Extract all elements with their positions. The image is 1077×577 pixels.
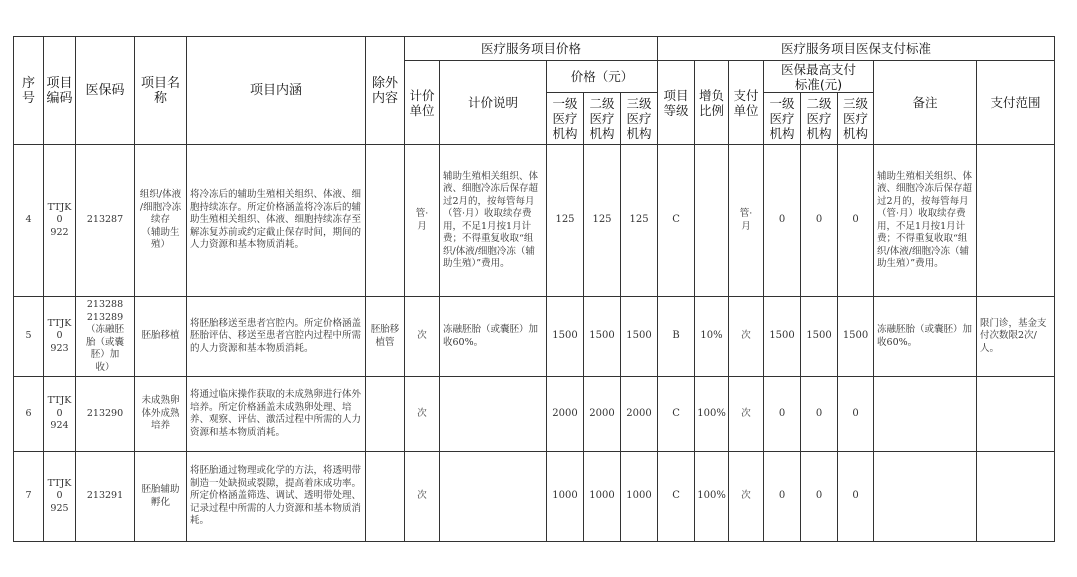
cell-pricing-note: [440, 377, 547, 452]
cell-price-level1: 2000: [547, 377, 584, 452]
header-price-yuan: 价格（元）: [547, 61, 658, 93]
cell-code: TTJK0 925: [44, 452, 76, 542]
cell-max-level2: 0: [801, 452, 838, 542]
cell-remark: [874, 377, 977, 452]
cell-pricing-unit: 管· 月: [405, 145, 440, 297]
cell-seq: 6: [14, 377, 44, 452]
cell-pricing-note: 冻融胚胎（或囊胚）加收60%。: [440, 297, 547, 377]
cell-price-level2: 1500: [584, 297, 621, 377]
cell-seq: 7: [14, 452, 44, 542]
header-content: 项目内涵: [187, 37, 366, 145]
cell-pay-scope: [977, 145, 1055, 297]
cell-pay-scope: [977, 377, 1055, 452]
cell-max-level1: 0: [764, 452, 801, 542]
cell-price-level2: 1000: [584, 452, 621, 542]
cell-excluded: [366, 145, 405, 297]
cell-price-level3: 125: [621, 145, 658, 297]
header-pay-unit: 支付 单位: [729, 61, 764, 145]
header-insurance-group: 医疗服务项目医保支付标准: [658, 37, 1055, 61]
cell-max-level3: 0: [838, 145, 874, 297]
header-remark: 备注: [874, 61, 977, 145]
cell-pay-scope: 限门诊，基金支付次数限2次/人。: [977, 297, 1055, 377]
cell-name: 未成熟卵 体外成熟 培养: [135, 377, 187, 452]
cell-remark: 辅助生殖相关组织、体液、细胞冷冻后保存超过2月的，按每管每月（管·月）收取续存费用，不足1月按1月计费；不得重复收取“组织/体液/细胞冷冻（辅助生殖）”费用。: [874, 145, 977, 297]
cell-pricing-unit: 次: [405, 377, 440, 452]
header-max-level3: 三级 医疗 机构: [838, 93, 874, 145]
cell-pay-unit: 次: [729, 452, 764, 542]
cell-seq: 4: [14, 145, 44, 297]
cell-pay-unit: 管· 月: [729, 145, 764, 297]
header-name: 项目名 称: [135, 37, 187, 145]
table-row: [14, 145, 1055, 297]
cell-code: TTJK0 922: [44, 145, 76, 297]
table-row: [14, 452, 1055, 542]
header-item-grade: 项目 等级: [658, 61, 695, 145]
header-max-level2: 二级 医疗 机构: [801, 93, 838, 145]
cell-max-level2: 0: [801, 145, 838, 297]
cell-remark: 冻融胚胎（或囊胚）加收60%。: [874, 297, 977, 377]
cell-name: 胚胎辅助 孵化: [135, 452, 187, 542]
header-copay-ratio: 增负 比例: [695, 61, 729, 145]
cell-pay-unit: 次: [729, 377, 764, 452]
cell-price-level2: 2000: [584, 377, 621, 452]
header-pay-scope: 支付范围: [977, 61, 1055, 145]
cell-name: 组织/体液 /细胞冷冻 续存 （辅助生 殖）: [135, 145, 187, 297]
cell-content: 将胚胎移送至患者宫腔内。所定价格涵盖胚胎评估、移送至患者宫腔内过程中所需的人力资源和基本物质消耗。: [187, 297, 366, 377]
cell-excluded: [366, 377, 405, 452]
header-pricing-note: 计价说明: [440, 61, 547, 145]
cell-copay-ratio: 100%: [695, 377, 729, 452]
header-seq: 序 号: [14, 37, 44, 145]
cell-max-level1: 0: [764, 377, 801, 452]
cell-copay-ratio: 100%: [695, 452, 729, 542]
cell-content: 将冷冻后的辅助生殖相关组织、体液、细胞持续冻存。所定价格涵盖将冷冻后的辅助生殖相关组织、体液、细胞持续冻存至解冻复苏前或约定截止保存时间，期间的人力资源和基本物质消耗。: [187, 145, 366, 297]
header-code: 项目 编码: [44, 37, 76, 145]
pricing-table: [13, 36, 1055, 542]
cell-price-level1: 1000: [547, 452, 584, 542]
cell-code: TTJK0 924: [44, 377, 76, 452]
cell-max-level3: 0: [838, 452, 874, 542]
cell-max-level1: 1500: [764, 297, 801, 377]
cell-pay-unit: 次: [729, 297, 764, 377]
cell-seq: 5: [14, 297, 44, 377]
cell-pricing-note: [440, 452, 547, 542]
cell-pricing-unit: 次: [405, 452, 440, 542]
header-insurance-code: 医保码: [76, 37, 135, 145]
cell-price-level3: 2000: [621, 377, 658, 452]
header-price-level3: 三级 医疗 机构: [621, 93, 658, 145]
header-max-level1: 一级 医疗 机构: [764, 93, 801, 145]
cell-item-grade: C: [658, 145, 695, 297]
cell-item-grade: C: [658, 377, 695, 452]
cell-max-level3: 1500: [838, 297, 874, 377]
header-excluded: 除外 内容: [366, 37, 405, 145]
header-pricing-unit: 计价 单位: [405, 61, 440, 145]
cell-remark: [874, 452, 977, 542]
table-row: [14, 297, 1055, 377]
header-price-level1: 一级 医疗 机构: [547, 93, 584, 145]
cell-price-level1: 1500: [547, 297, 584, 377]
cell-pay-scope: [977, 452, 1055, 542]
cell-price-level3: 1000: [621, 452, 658, 542]
cell-insurance-code: 213287: [76, 145, 135, 297]
cell-content: 将胚胎通过物理或化学的方法，将透明带制造一处缺损或裂隙，提高着床成功率。所定价格涵盖筛选、调试、透明带处理、记录过程中所需的人力资源和基本物质消耗。: [187, 452, 366, 542]
header-price-group: 医疗服务项目价格: [405, 37, 658, 61]
cell-excluded: [366, 452, 405, 542]
cell-price-level1: 125: [547, 145, 584, 297]
cell-copay-ratio: [695, 145, 729, 297]
cell-max-level2: 0: [801, 377, 838, 452]
cell-content: 将通过临床操作获取的未成熟卵进行体外培养。所定价格涵盖未成熟卵处理、培养、观察、评估、激活过程中所需的人力资源和基本物质消耗。: [187, 377, 366, 452]
cell-pricing-note: 辅助生殖相关组织、体液、细胞冷冻后保存超过2月的，按每管每月（管·月）收取续存费用，不足1月按1月计费；不得重复收取“组织/体液/细胞冷冻（辅助生殖）”费用。: [440, 145, 547, 297]
table-row: [14, 377, 1055, 452]
cell-item-grade: B: [658, 297, 695, 377]
cell-copay-ratio: 10%: [695, 297, 729, 377]
cell-max-level1: 0: [764, 145, 801, 297]
cell-max-level2: 1500: [801, 297, 838, 377]
header-price-level2: 二级 医疗 机构: [584, 93, 621, 145]
cell-excluded: 胚胎移 植管: [366, 297, 405, 377]
cell-price-level2: 125: [584, 145, 621, 297]
cell-insurance-code: 213290: [76, 377, 135, 452]
header-max-standard: 医保最高支付 标准(元): [764, 61, 874, 93]
cell-price-level3: 1500: [621, 297, 658, 377]
cell-pricing-unit: 次: [405, 297, 440, 377]
cell-insurance-code: 213291: [76, 452, 135, 542]
cell-name: 胚胎移植: [135, 297, 187, 377]
cell-code: TTJK0 923: [44, 297, 76, 377]
cell-max-level3: 0: [838, 377, 874, 452]
cell-item-grade: C: [658, 452, 695, 542]
cell-insurance-code: 213288 213289 （冻融胚 胎（或囊 胚）加 收）: [76, 297, 135, 377]
